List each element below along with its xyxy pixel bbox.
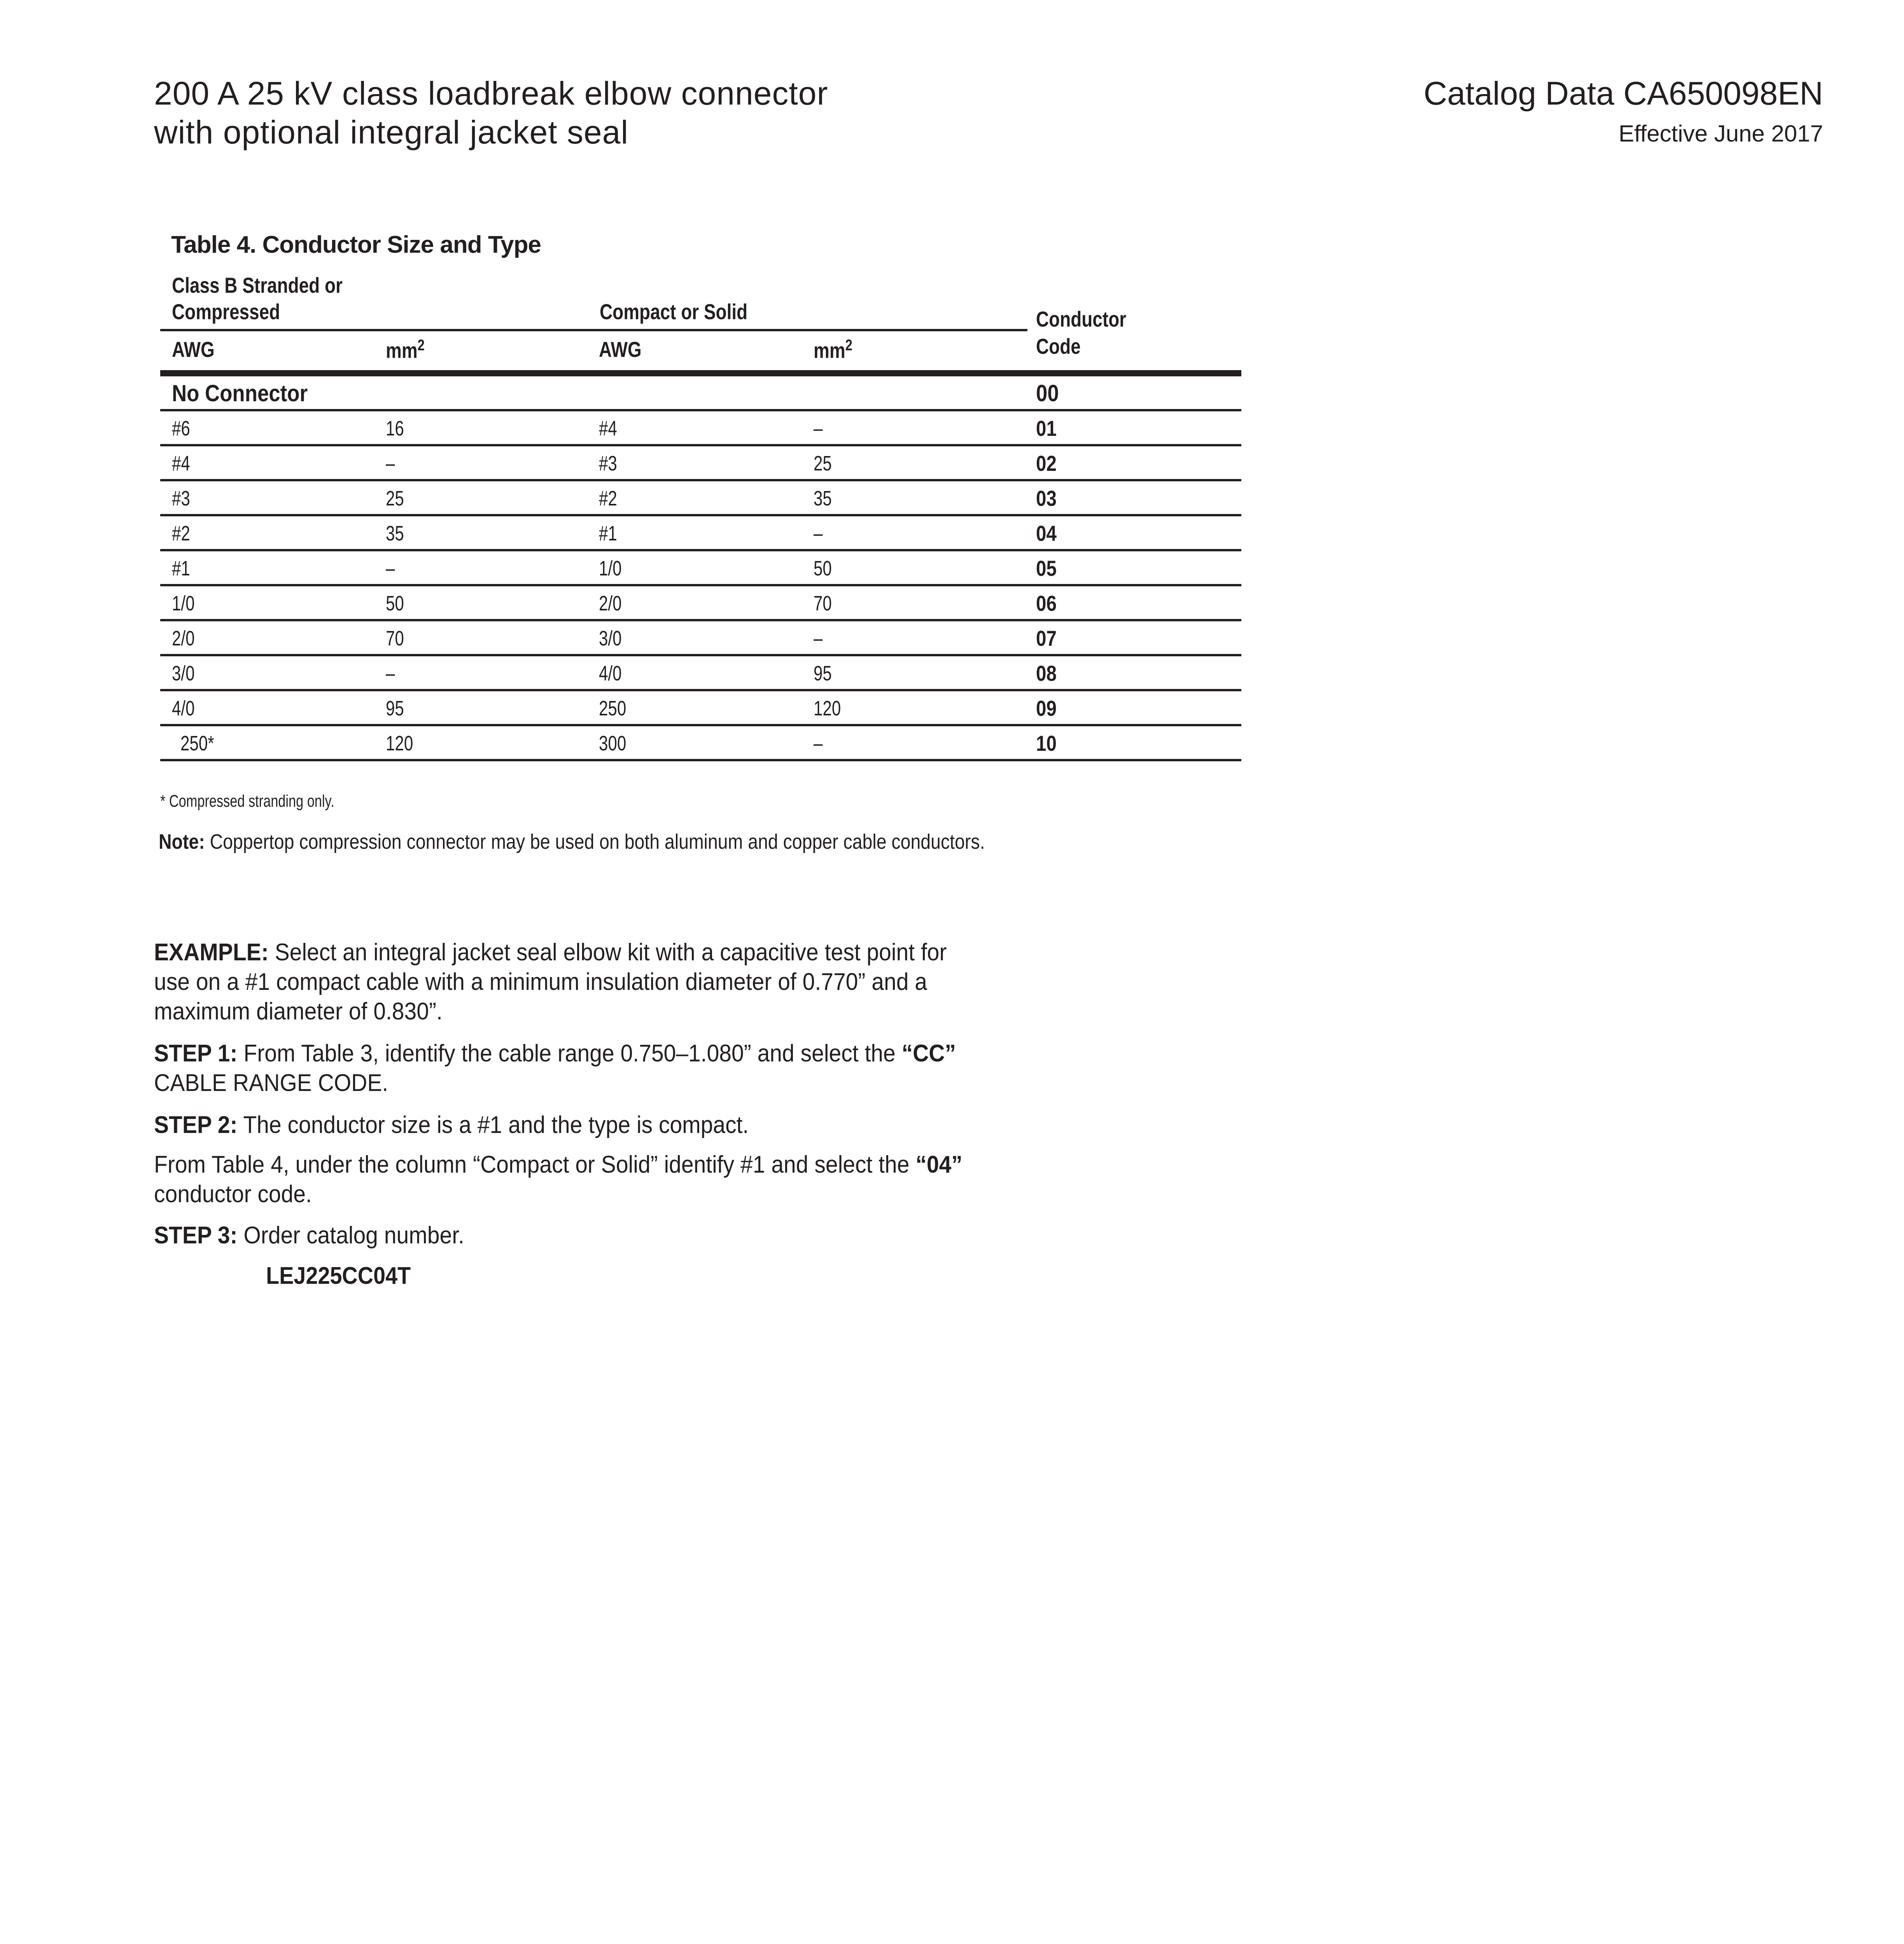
cell: 95 bbox=[814, 662, 832, 685]
step-2-paragraph bbox=[154, 1110, 977, 1140]
group-class-b-line2: Compressed bbox=[172, 299, 280, 324]
cable-range-code: “CC” bbox=[901, 1040, 956, 1067]
step-2-text: The conductor size is a #1 and the type is compact. bbox=[237, 1112, 749, 1138]
cell: 2/0 bbox=[172, 627, 195, 650]
example-catalog-number: LEJ225CC04T bbox=[266, 1262, 411, 1289]
step-3-text: Order catalog number. bbox=[237, 1222, 464, 1249]
cell-code: 03 bbox=[1036, 486, 1057, 510]
cell: #4 bbox=[172, 452, 190, 475]
table-row bbox=[160, 481, 1241, 516]
table-group-header bbox=[160, 268, 1241, 363]
cell: – bbox=[814, 522, 823, 545]
cell-code: 06 bbox=[1036, 591, 1057, 615]
group-compact-solid: Compact or Solid bbox=[600, 299, 748, 324]
cell-code: 04 bbox=[1036, 521, 1057, 545]
table-row-no-connector bbox=[160, 376, 1241, 411]
cell: 35 bbox=[386, 522, 404, 545]
cell: #1 bbox=[599, 522, 617, 545]
cell: 250 bbox=[599, 697, 626, 720]
table-row bbox=[160, 446, 1241, 481]
cell-code: 00 bbox=[1036, 380, 1059, 406]
cell-code: 07 bbox=[1036, 626, 1057, 650]
cell: 120 bbox=[814, 697, 841, 720]
cell: 50 bbox=[386, 592, 404, 615]
table-row bbox=[160, 586, 1241, 621]
code-head-line1: Conductor bbox=[1036, 307, 1127, 331]
step-2b-text: From Table 4, under the column “Compact or Solid” identify #1 and select the bbox=[154, 1151, 916, 1178]
cell: 1/0 bbox=[599, 557, 622, 580]
cell: – bbox=[814, 627, 823, 650]
header-mm2-2: $mm^2$ bbox=[814, 337, 852, 363]
cell: – bbox=[814, 732, 823, 755]
example-text: Select an integral jacket seal elbow kit with a capacitive test point for use on a #1 compact cable with a minimum insulation diameter of 0.770” and a maximum diameter of 0.830”. bbox=[154, 939, 947, 1025]
table-row bbox=[160, 411, 1241, 446]
cell: #3 bbox=[599, 452, 617, 475]
step-2b-text-end: conductor code. bbox=[154, 1181, 312, 1208]
note-text: Coppertop compression connector may be used on both aluminum and copper cable conductors. bbox=[205, 830, 985, 853]
table-footnote: * Compressed stranding only. bbox=[160, 792, 334, 811]
cell-code: 08 bbox=[1036, 661, 1057, 685]
example-paragraph bbox=[154, 938, 977, 1026]
cell: 70 bbox=[814, 592, 832, 615]
note-label: Note: bbox=[159, 830, 205, 853]
step-3-paragraph bbox=[154, 1221, 977, 1250]
step-1-paragraph bbox=[154, 1039, 977, 1098]
cell: 95 bbox=[386, 697, 404, 720]
step-3-label: STEP 3: bbox=[154, 1222, 238, 1249]
header-conductor-code bbox=[1036, 306, 1126, 360]
cell: 3/0 bbox=[172, 662, 195, 685]
cell: 2/0 bbox=[599, 592, 622, 615]
cell-code: 01 bbox=[1036, 416, 1057, 441]
step-2-label: STEP 2: bbox=[154, 1112, 238, 1138]
title-line-2: with optional integral jacket seal bbox=[154, 114, 629, 150]
cell: 50 bbox=[814, 557, 832, 580]
cell: 25 bbox=[814, 452, 832, 475]
catalog-prefix: Catalog Data bbox=[1423, 75, 1624, 112]
cell: 120 bbox=[386, 732, 413, 755]
cell: 16 bbox=[386, 417, 404, 440]
cell: #4 bbox=[599, 417, 617, 440]
cell: 4/0 bbox=[172, 697, 195, 720]
cell-code: 05 bbox=[1036, 556, 1057, 580]
cell: #1 bbox=[172, 557, 190, 580]
step-1-text: From Table 3, identify the cable range 0.750–1.080” and select the bbox=[237, 1040, 902, 1067]
cell: #6 bbox=[172, 417, 190, 440]
conductor-table bbox=[160, 268, 1241, 761]
table-row bbox=[160, 691, 1241, 726]
table-row bbox=[160, 726, 1241, 761]
header-rule bbox=[160, 370, 1241, 376]
catalog-data bbox=[1424, 74, 1823, 113]
group-divider bbox=[160, 329, 1027, 331]
step-2b-paragraph bbox=[154, 1150, 977, 1209]
cell: 300 bbox=[599, 732, 626, 755]
conductor-code-value: “04” bbox=[915, 1151, 962, 1178]
cell: 35 bbox=[814, 487, 832, 510]
cell: 4/0 bbox=[599, 662, 622, 685]
cell: #2 bbox=[599, 487, 617, 510]
cell: No Connector bbox=[172, 380, 308, 406]
cell: #3 bbox=[172, 487, 190, 510]
header-mm2-1: $mm^2$ bbox=[386, 337, 425, 363]
cell: 70 bbox=[386, 627, 404, 650]
cell: 1/0 bbox=[172, 592, 195, 615]
table-row bbox=[160, 551, 1241, 586]
example-label: EXAMPLE: bbox=[154, 939, 269, 966]
title-line-1: 200 A 25 kV class loadbreak elbow connector bbox=[154, 75, 828, 112]
code-head-line2: Code bbox=[1036, 334, 1081, 358]
header-awg-2: AWG bbox=[599, 337, 642, 362]
cell: 250* bbox=[180, 732, 214, 755]
table-row bbox=[160, 516, 1241, 551]
step-1-text-end: CABLE RANGE CODE. bbox=[154, 1070, 388, 1096]
table-row bbox=[160, 656, 1241, 691]
group-class-b bbox=[172, 272, 343, 325]
cell: – bbox=[814, 417, 823, 440]
effective-date: Effective June 2017 bbox=[1619, 121, 1823, 147]
cell: – bbox=[386, 557, 395, 580]
table-title: Table 4. Conductor Size and Type bbox=[171, 231, 541, 258]
cell: 25 bbox=[386, 487, 404, 510]
cell: 3/0 bbox=[599, 627, 622, 650]
step-1-label: STEP 1: bbox=[154, 1040, 238, 1067]
catalog-header bbox=[1424, 74, 1823, 149]
cell: – bbox=[386, 452, 395, 475]
cell-code: 02 bbox=[1036, 451, 1057, 476]
header-awg-1: AWG bbox=[172, 337, 215, 362]
table-note bbox=[159, 830, 985, 854]
cell: – bbox=[386, 662, 395, 685]
document-title bbox=[154, 74, 828, 152]
cell: #2 bbox=[172, 522, 190, 545]
table-row bbox=[160, 621, 1241, 656]
group-class-b-line1: Class B Stranded or bbox=[172, 273, 343, 297]
cell-code: 10 bbox=[1036, 731, 1057, 755]
cell-code: 09 bbox=[1036, 696, 1057, 720]
catalog-number: CA650098EN bbox=[1623, 75, 1823, 112]
